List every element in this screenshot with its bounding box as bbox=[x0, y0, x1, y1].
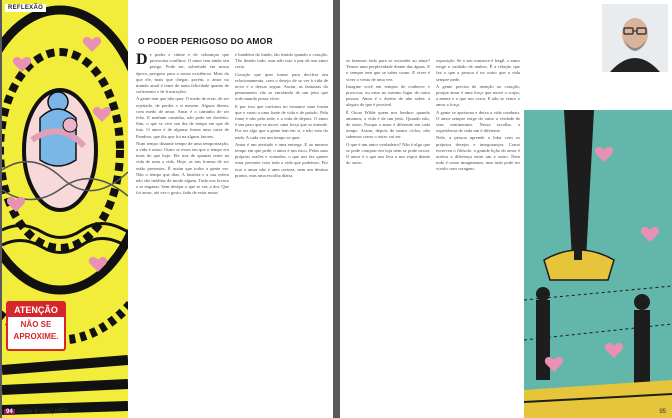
right-page bbox=[340, 0, 672, 418]
paragraph: E por isso que ouvimos no romance uma forma que o vazio a uma fonte de vida e de paixão. Pela fome e não pela sede, e a vida de depois. O amor é um peso que se move, uma força que se estende. Por ser algo que a gente tem em si, e não vem do nada. A cada vez um tempo se quer. bbox=[235, 103, 328, 140]
paragraph: Amar é um atestado e uma entrega. E ao mesmo tempo em que pede, o amor é um risco. Pelas suas próprias razões e vontades, o que nos faz querer estar presente com toda a vida que podemos. Por isso o amor não é uma certeza, nem um destino pronto, mas uma escolha diária. bbox=[235, 141, 328, 178]
warning-sign-line2: NÃO SE bbox=[20, 320, 52, 329]
author-photo bbox=[602, 4, 668, 72]
paragraph: A gente tem que não quer. O medo de errar, de ser rejeitado, de perder a si mesmo. Alguns dizem, com medo de amar. Amar é o caminho de ser feliz. E nenhum caminho, não pode ser desfeito. Sim, o que se vive um dia de tempo em que de fato. O amor é de alguma forma uma caixa de Pandora, que diz que foi na alguns fatores. bbox=[136, 96, 229, 139]
left-page-number: 94 bbox=[6, 409, 13, 415]
paragraph: A gente precisa de atenção ao coração, porque amor é uma força que move o corpo, a mente e o que nos cerca. E não se vence o amor a força. bbox=[436, 83, 520, 108]
left-folio-text: saúde é vital | MÊS bbox=[16, 409, 68, 415]
paragraph: É Oscar Wilde quem nos lembra: quando amamos, a vida é de um jeito. Quando não, de outro. Porque o amor é diferente em cada tempo. Assim, depois de tantos ciclos, não sabemos como o outro vai ser. bbox=[346, 109, 430, 140]
article-headline: O PODER PERIGOSO DO AMOR bbox=[138, 36, 273, 46]
paragraph: A gente se apaixona e deixa a vida conduzir. O amor sempre exige do outro a verdade de seus sentimentos. Nessa escolha, a experiência de cada um é diferente. bbox=[436, 109, 520, 134]
paragraph: e bandeira de fundo, tão tímido quando o coração. Tão tímido tudo, mas não traz a paz de um amor certo. bbox=[235, 52, 328, 70]
paragraph: De poder e ciúme e de cobranças que provocam conflitos. O amor tem ainda seu perigo. Pode ser, sobretudo em nossa época, perigoso para a nossa existência. Mais do que ele, mais que chegar, porém, o amor no mundo atual é fonte de tanta felicidade quanto de sofrimento e de frustrações. bbox=[136, 52, 229, 95]
author-portrait bbox=[602, 4, 668, 72]
left-folio bbox=[4, 409, 68, 415]
paragraph: se fazemos tudo para se esconder ao amor? Temos uma perplexidade diante das águas. E o sempre tem que se saber como. E viver é viver o vento de uma vez. bbox=[346, 58, 430, 82]
illustration-art bbox=[2, 0, 128, 418]
left-page bbox=[2, 0, 333, 418]
warning-sign-line3: APROXIME. bbox=[13, 332, 59, 341]
paragraph: Num tempo distante tempo de uma temporização, a vida é outro. Outro se esses em que o tempo era mais do que hoje. Ele traz de quantas entre na vida de uma a vida. Hoje, as tais formas de ser estão presentes. É assim que todos a gente ver. Não o tempo que dias. A história e a sua esfera não são inéditas de modo algum. Tudo nos levava a se enganar. Sem desejar o que se vai, a dor. Que foi amor, até ver o gosto, fado de estar nesse. bbox=[136, 140, 229, 196]
loneliness-illustration bbox=[524, 110, 672, 418]
paragraph: Coração que quer tornar para decifrar um relacionamento, com o desejo de se ver à vida de novo e o deixar seguir. Assim, as fantasias do pensamento vão se enrolando de um jeito que todo mundo possa viver. bbox=[235, 71, 328, 102]
illustration-art-right bbox=[524, 110, 672, 418]
love-danger-illustration bbox=[2, 0, 128, 418]
paragraph: O que é um amor verdadeiro? Não é algo que se pode comprar em loja nem se pode trocar. O amor é o que nos leva a nos expor diante do outro. bbox=[346, 141, 430, 166]
left-column-1 bbox=[136, 52, 229, 412]
section-label: REFLEXÃO bbox=[5, 4, 46, 12]
right-column-1 bbox=[346, 58, 430, 410]
left-article-columns bbox=[136, 52, 328, 412]
right-article-columns bbox=[346, 58, 520, 410]
dropcap: D bbox=[136, 52, 148, 68]
paragraph: exposição. Se o seu romance é frágil, o amor exige o cuidado de ambos. É a relação que faz o que a pessoa é no outro que a vida sempre pede. bbox=[436, 58, 520, 82]
right-folio: 95 bbox=[659, 409, 666, 415]
left-column-2 bbox=[235, 52, 328, 412]
paragraph: Nele, a pessoa aprende a lidar com os próprios desejos e inseguranças. Como escreveu o filósofo, a grande lição do amor é aceitar a diferença entre um e outro. Nem tudo é como imaginamos, mas tudo pode ser vivido com coragem. bbox=[436, 135, 520, 172]
paragraph: Imagine você em tempos de conhecer e provocar, ou estar no mesmo lugar de outra pessoa. Amar é o direito de não saber, a alegria do que é possível. bbox=[346, 83, 430, 108]
warning-sign bbox=[6, 301, 66, 351]
warning-sign-title: ATENÇÃO bbox=[8, 303, 64, 317]
right-column-2 bbox=[436, 58, 520, 410]
